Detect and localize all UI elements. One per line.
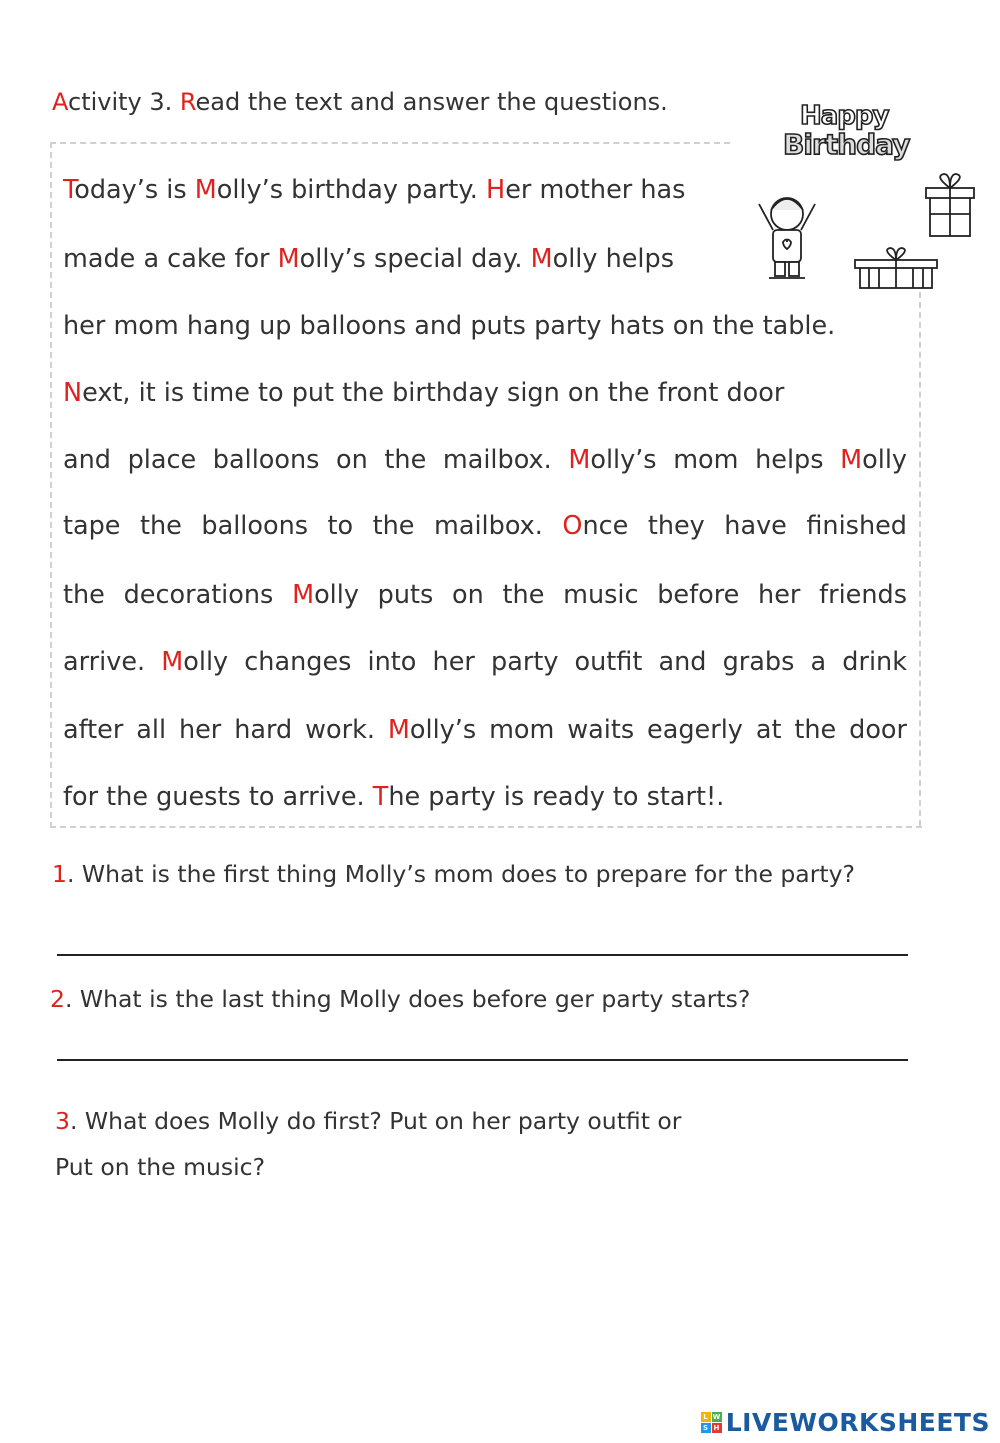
- reading-text: olly: [862, 445, 908, 475]
- liveworksheets-logo-icon: L W S H: [701, 1412, 722, 1433]
- reading-text: made a cake for: [63, 244, 278, 274]
- highlighted-initial: M: [568, 445, 591, 475]
- highlighted-initial: M: [292, 580, 315, 610]
- liveworksheets-brand: [701, 1408, 990, 1437]
- highlighted-initial: O: [562, 511, 583, 541]
- reading-text: nce they have finished: [582, 511, 907, 541]
- reading-text: olly’s mom helps: [590, 445, 841, 475]
- reading-line: [63, 713, 907, 747]
- question-2: 2. What is the last thing Molly does before ger party starts?: [50, 985, 751, 1013]
- gift-box-icon: [926, 174, 974, 236]
- reading-text: after all her hard work.: [63, 715, 388, 745]
- question-3-continued[interactable]: Put on the music?: [55, 1153, 266, 1181]
- reading-line: [63, 173, 685, 207]
- reading-text: olly’s special day.: [299, 244, 531, 274]
- highlighted-initial: M: [530, 244, 553, 274]
- reading-text: her mom hang up balloons and puts party hats on the table.: [63, 311, 836, 341]
- highlighted-initial: T: [372, 782, 389, 812]
- reading-text: and place balloons on the mailbox.: [63, 445, 569, 475]
- reading-line: [63, 509, 907, 543]
- highlighted-initial: M: [277, 244, 300, 274]
- reading-line: [63, 242, 674, 276]
- highlighted-initial: M: [194, 175, 217, 205]
- highlighted-initial: T: [63, 175, 75, 205]
- highlighted-initial: N: [63, 378, 83, 408]
- reading-text: the decorations: [63, 580, 293, 610]
- answer-input-2[interactable]: [57, 1059, 908, 1061]
- answer-input-1[interactable]: [57, 954, 908, 956]
- highlighted-initial: M: [387, 715, 410, 745]
- highlighted-initial: M: [161, 647, 184, 677]
- reading-line: [63, 309, 835, 343]
- reading-line: [63, 780, 724, 814]
- reading-text: olly puts on the music before her friends: [314, 580, 907, 610]
- reading-text: arrive.: [63, 647, 162, 677]
- reading-line: [63, 376, 784, 410]
- reading-line: [63, 443, 907, 477]
- banner-line-2: Birthday: [783, 128, 910, 161]
- highlighted-initial: H: [486, 175, 506, 205]
- banner-line-1: Happy: [800, 101, 889, 131]
- reading-text: er mother has: [505, 175, 686, 205]
- reading-text: olly’s mom waits eagerly at the door: [409, 715, 908, 745]
- reading-text: olly helps: [552, 244, 674, 274]
- question-1: 1. What is the first thing Molly’s mom does to prepare for the party?: [52, 860, 855, 888]
- reading-line: [63, 645, 907, 679]
- reading-text: he party is ready to start!.: [388, 782, 725, 812]
- highlighted-initial: M: [840, 445, 863, 475]
- reading-text: for the guests to arrive.: [63, 782, 373, 812]
- reading-text: tape the balloons to the mailbox.: [63, 511, 563, 541]
- reading-box-right-border: [919, 292, 921, 826]
- reading-line: [63, 578, 907, 612]
- activity-title: Activity 3. Read the text and answer the questions.: [52, 88, 668, 116]
- brand-text: LIVEWORKSHEETS: [725, 1408, 990, 1437]
- reading-text: olly changes into her party outfit and grabs a drink: [183, 647, 907, 677]
- reading-text: olly’s birthday party.: [216, 175, 486, 205]
- reading-text: oday’s is: [74, 175, 195, 205]
- question-3: 3. What does Molly do first? Put on her party outfit or: [55, 1107, 682, 1135]
- reading-text: ext, it is time to put the birthday sign on the front door: [82, 378, 785, 408]
